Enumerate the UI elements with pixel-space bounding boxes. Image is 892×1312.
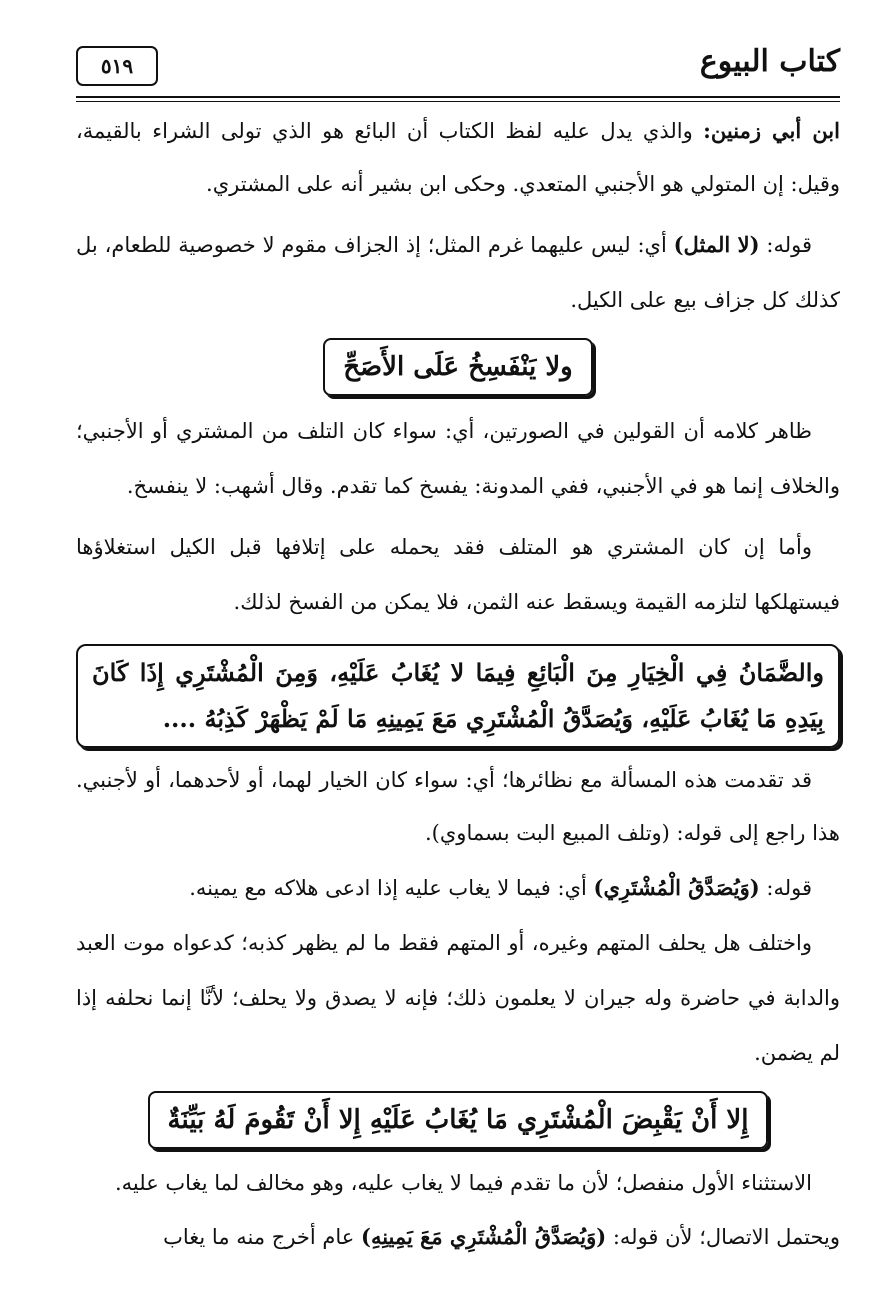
quoted-term: (لا المثل) (673, 232, 760, 257)
paragraph-4 (76, 520, 840, 630)
matn-box-wrapper (76, 1091, 840, 1149)
paragraph-text: أي: ليس عليهما غرم المثل؛ إذ الجزاف مقوم لا خصوصية للطعام، بل كذلك كل جزاف بيع على الكيل. (76, 233, 840, 312)
paragraph-8 (76, 1157, 840, 1210)
running-title: كتاب البيوع (699, 44, 840, 79)
page-header (76, 40, 840, 98)
paragraph-line (76, 217, 840, 328)
paragraph-9 (76, 1210, 840, 1264)
matn-box: إِلا أَنْ يَقْبِضَ الْمُشْتَرِي مَا يُغَابُ عَلَيْهِ إِلا أَنْ تَقُومَ لَهُ بَيِّنَةٌ (148, 1091, 769, 1149)
header-rule (76, 96, 840, 98)
page-number: ٥١٩ (76, 46, 158, 86)
paragraph-3 (76, 404, 840, 514)
paragraph-text: أي: فيما لا يغاب عليه إذا ادعى هلاكه مع يمينه. (189, 876, 594, 900)
paragraph-text: الاستثناء الأول منفصل؛ لأن ما تقدم فيما لا يغاب عليه، وهو مخالف لما يغاب عليه. (114, 1171, 812, 1195)
matn-box: والضَّمَانُ فِي الْخِيَارِ مِنَ الْبَائِعِ فِيمَا لا يُغَابُ عَلَيْهِ، وَمِنَ الْمُشْتَرِي إِذَا كَانَ بِيَدِهِ مَا يُغَابُ عَلَيْهِ، وَيُصَدَّقُ الْمُشْتَرِي مَعَ يَمِينِهِ مَا لَمْ يَظْهَرْ كَذِبُهُ .... (76, 644, 840, 748)
quoted-term: (وَيُصَدَّقُ الْمُشْتَرِي مَعَ يَمِينِهِ) (361, 1224, 607, 1249)
paragraph-text: واختلف هل يحلف المتهم وغيره، أو المتهم فقط ما لم يظهر كذبه؛ كدعواه موت العبد والدابة في حاضرة وله جيران لا يعلمون ذلك؛ فإنه لا يصدق ولا يحلف؛ لأنَّا إنما نحلفه إذا لم يضمن. (76, 931, 840, 1065)
paragraph-text: عام أخرج منه ما يغاب (163, 1225, 362, 1249)
paragraph-2 (76, 217, 840, 328)
page-body (76, 104, 840, 1264)
matn-box: ولا يَنْفَسِخُ عَلَى الأَصَحِّ (323, 338, 592, 396)
paragraph-lead: ابن أبي زمنين: (703, 118, 840, 143)
paragraph-6 (76, 860, 840, 916)
paragraph-text: وأما إن كان المشتري هو المتلف فقد يحمله على إتلافها قبل الكيل استغلاؤها فيستهلكها لتلزمه القيمة ويسقط عنه الثمن، فلا يمكن من الفسخ لذلك. (76, 535, 840, 614)
paragraph-7 (76, 916, 840, 1081)
paragraph-1 (76, 104, 840, 211)
paragraph-text: والذي يدل عليه لفظ الكتاب أن البائع هو الذي تولى الشراء بالقيمة، وقيل: إن المتولي هو الأجنبي المتعدي. وحكى ابن بشير أنه على المشتري. (76, 119, 840, 196)
paragraph-text: ظاهر كلامه أن القولين في الصورتين، أي: سواء كان التلف من المشتري أو الأجنبي؛ والخلاف إنما هو في الأجنبي، ففي المدونة: يفسخ كما تقدم. وقال أشهب: لا ينفسخ. (76, 419, 840, 498)
paragraph-text: ويحتمل الاتصال؛ لأن قوله: (606, 1225, 840, 1249)
paragraph-5 (76, 754, 840, 860)
paragraph-text: قد تقدمت هذه المسألة مع نظائرها؛ أي: سواء كان الخيار لهما، أو لأحدهما، أو لأجنبي. هذا راجع إلى قوله: (وتلف المبيع البت بسماوي). (76, 768, 840, 845)
quoted-term: (وَيُصَدَّقُ الْمُشْتَرِي) (593, 875, 760, 900)
paragraph-text: قوله: (759, 876, 812, 900)
paragraph-line (76, 860, 840, 916)
matn-box-wrapper (76, 338, 840, 396)
paragraph-text: قوله: (759, 233, 813, 257)
